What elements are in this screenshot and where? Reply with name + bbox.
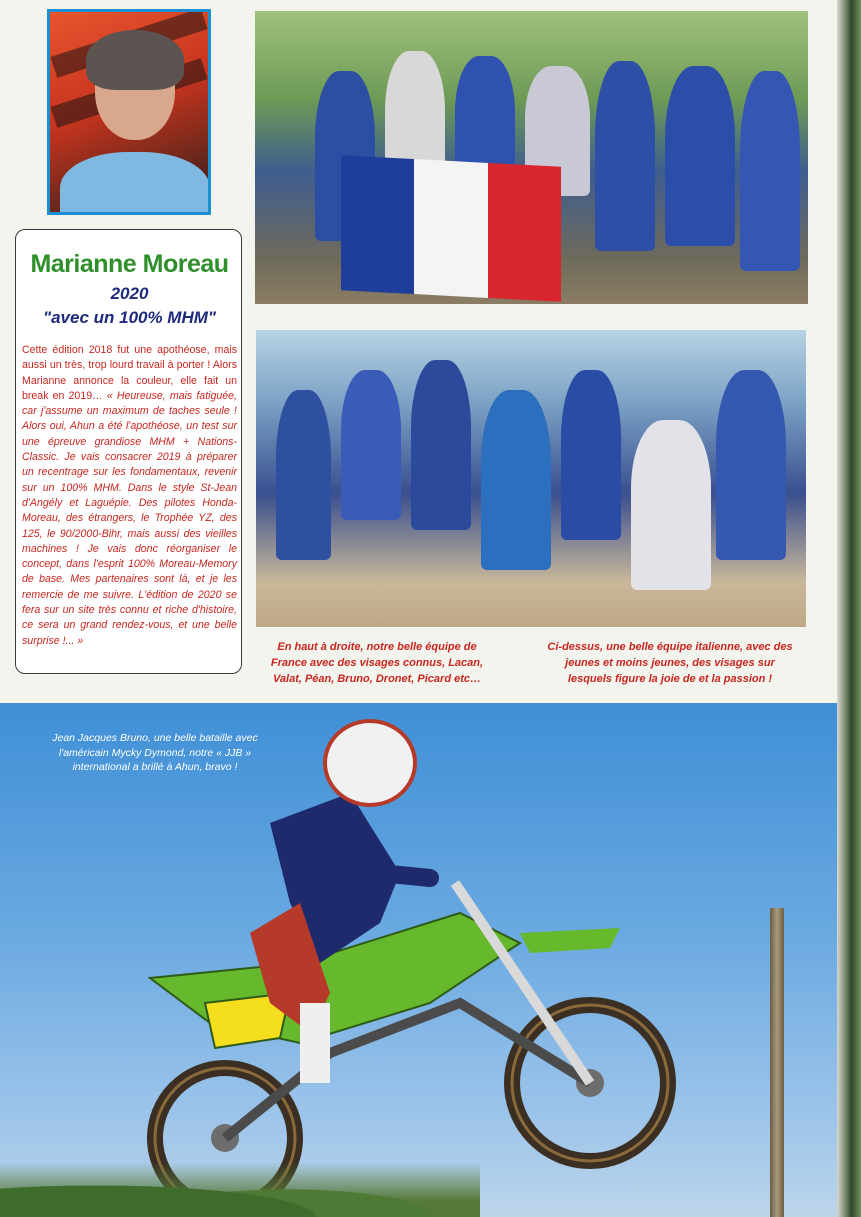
interview-box: [15, 229, 242, 674]
edition-year: 2020: [110, 284, 149, 303]
caption-team-italy: Ci-dessus, une belle équipe italienne, avec des jeunes et moins jeunes, des visages sur lesquels figure la joie de et la passion !: [547, 641, 793, 685]
portrait-photo: [47, 9, 211, 215]
motocross-photo: [0, 703, 837, 1217]
caption-rider: Jean Jacques Bruno, une belle bataille avec l'américain Mycky Dymond, notre « JJB » international a brillé à Ahun, bravo !: [52, 732, 258, 773]
team-member: [411, 360, 471, 530]
team-member: [716, 370, 786, 560]
interview-intro: Cette édition 2018 fut une apothéose, mais aussi un très, trop lourd travail à porter ! Alors Marianne annonce la couleur, elle fait un break en 2019…: [22, 344, 237, 402]
front-fender: [520, 928, 620, 953]
utility-pole: [770, 908, 784, 1217]
interview-headline: "avec un 100% MHM": [43, 308, 216, 327]
team-member: [561, 370, 621, 540]
team-member: [341, 370, 401, 520]
interviewee-name: Marianne Moreau: [30, 250, 229, 278]
interview-text: [22, 343, 237, 649]
portrait-shirt: [60, 152, 210, 215]
interview-quote: « Heureuse, mais fatiguée, car j'assume un maximum de taches seule ! Alors oui, Ahun a été l'apothéose, un test sur une épreuve grandiose MHM + Nations-Classic. Je vais consacrer 2019 à préparer un recentrage sur les fondamentaux, revenir sur un 100% MHM. Dans le style St-Jean d'Angély et Laguépie. Des pilotes Honda-Moreau, des étrangers, le Trophée YZ, des 125, le 90/2000-Bihr, mais aussi des vieilles machines ! Je vais donc réorganiser le concept, dans l'esprit 100% Moreau-Memory de base. Mes partenaires sont là, et je les remercie de me suivre. L'édition de 2020 se fera sur un site très connu et riche d'histoire, ce sera un grand rendez-vous, et une belle surprise !... »: [22, 389, 237, 647]
portrait-hair: [86, 30, 184, 90]
team-member: [481, 390, 551, 570]
team-member: [631, 420, 711, 590]
caption-team-france: En haut à droite, notre belle équipe de France avec des visages connus, Lacan, Valat, Péan, Bruno, Dronet, Picard etc…: [270, 641, 484, 685]
treeline: [0, 1162, 480, 1217]
rider-jump-illustration: [0, 703, 837, 1217]
team-italy-photo: [256, 330, 806, 627]
team-member: [595, 61, 655, 251]
team-france-photo: [255, 11, 808, 304]
page-edge: [837, 0, 861, 1217]
team-member: [276, 390, 331, 560]
team-member: [740, 71, 800, 271]
french-flag: [341, 155, 561, 302]
team-member: [665, 66, 735, 246]
